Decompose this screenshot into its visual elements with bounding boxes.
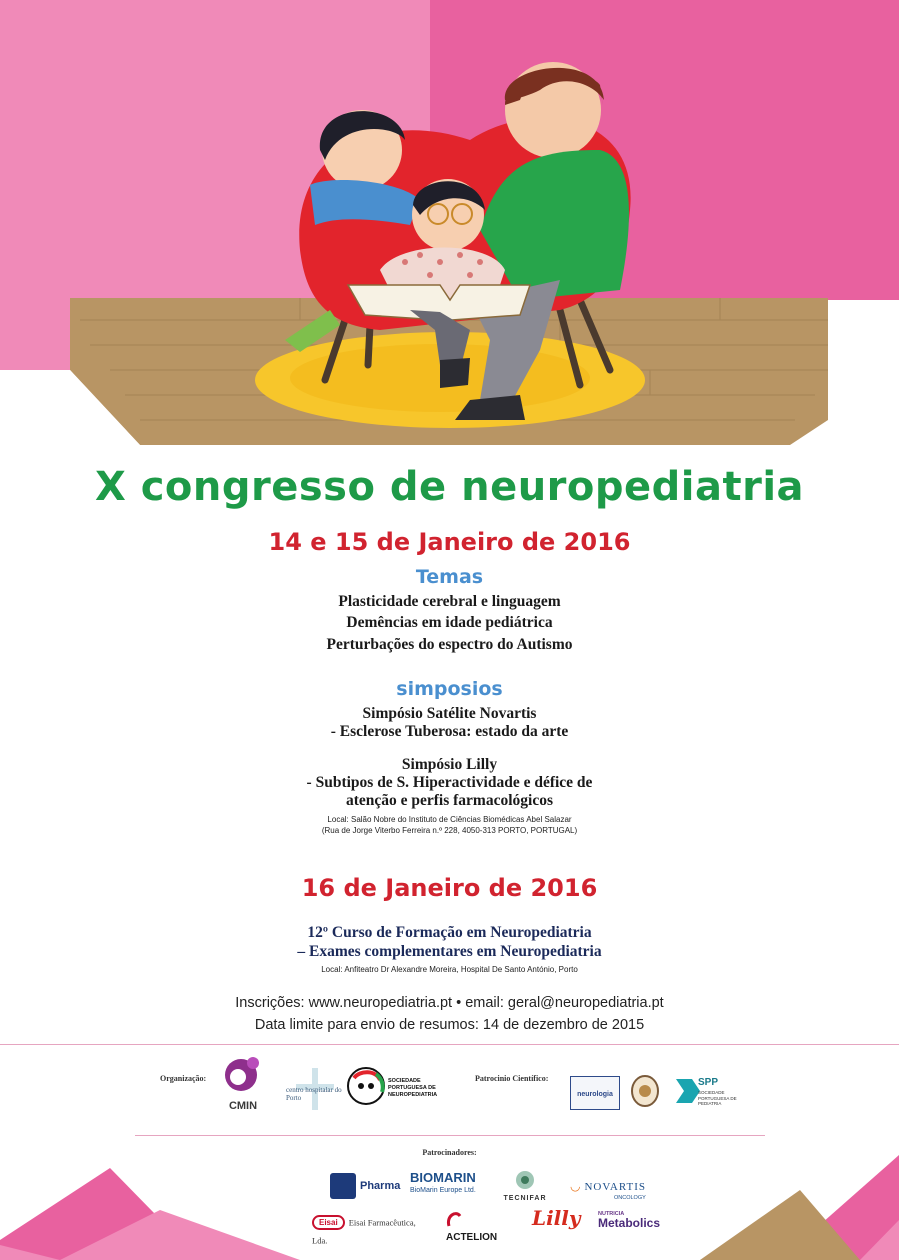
actelion-icon: [446, 1210, 462, 1228]
actelion-logo: [446, 1210, 516, 1244]
university-seal-logo: [630, 1074, 660, 1113]
biomarin-name: BIOMARIN: [410, 1170, 476, 1185]
lilly-symposium-title: Simpósio Lilly: [401, 756, 498, 773]
patrocinadores-label: Patrocinadores:: [422, 1148, 477, 1157]
cmin-name: CMIN: [228, 1100, 258, 1112]
biomarin-subtitle: BioMarin Europe Ltd.: [410, 1187, 476, 1194]
ucb-pharma-name: Pharma: [360, 1180, 401, 1192]
tema-item: Perturbações do espectro do Autismo: [326, 636, 573, 653]
simposios-address: (Rua de Jorge Viterbo Ferreira n.º 228, 4050-313 PORTO, PORTUGAL): [321, 826, 578, 835]
spn-logo: [346, 1066, 456, 1108]
temas-heading: Temas: [415, 566, 484, 588]
cmin-icon: [222, 1055, 264, 1095]
simposios-heading: simposios: [396, 678, 503, 700]
event-title: X congresso de neuropediatria: [94, 464, 805, 510]
novartis-logo: [570, 1177, 652, 1201]
metabolics-name: Metabolics: [598, 1216, 661, 1230]
eisai-icon: Eisai: [312, 1215, 345, 1230]
novartis-symposium-title: Simpósio Satélite Novartis: [362, 705, 537, 722]
patrocinio-label: Patrocinio Científico:: [475, 1074, 549, 1083]
actelion-name: ACTELION: [446, 1232, 498, 1244]
registration-info: Inscrições: www.neuropediatria.pt • email: geral@neuropediatria.pt: [235, 995, 664, 1011]
curso-subtitle: – Exames complementares em Neuropediatria: [297, 943, 602, 960]
divider-middle: [135, 1135, 765, 1136]
curso-date: 16 de Janeiro de 2016: [301, 874, 598, 902]
ucb-icon: [330, 1173, 356, 1199]
cmin-logo: [222, 1055, 264, 1115]
eisai-logo: [312, 1213, 432, 1246]
lilly-logo: Lilly: [532, 1206, 581, 1230]
spp-subtitle: SOCIEDADE PORTUGUESA DE PEDIATRIA: [698, 1090, 737, 1106]
spp-name: SPP: [698, 1077, 719, 1088]
ucb-pharma-logo: [330, 1173, 402, 1201]
curso-title: 12º Curso de Formação em Neuropediatria: [307, 924, 592, 941]
abstract-deadline: Data limite para envio de resumos: 14 de dezembro de 2015: [254, 1017, 645, 1033]
tecnifar-name: TECNIFAR: [503, 1195, 547, 1202]
biomarin-logo: [410, 1170, 490, 1204]
header-illustration: [0, 0, 899, 460]
tecnifar-icon: [513, 1170, 537, 1190]
novartis-symposium-topic: - Esclerose Tuberosa: estado da arte: [330, 723, 569, 740]
spn-name: SOCIEDADE PORTUGUESA DE NEUROPEDIATRIA: [388, 1078, 438, 1098]
nutricia-metabolics-logo: [598, 1211, 678, 1237]
chp-name: centro hospitalar do Porto: [286, 1086, 342, 1102]
lilly-symposium-topic-1: - Subtipos de S. Hiperactividade e défice de: [306, 774, 593, 791]
lilly-symposium-topic-2: atenção e perfis farmacológicos: [345, 792, 554, 809]
tecnifar-logo: [498, 1170, 552, 1206]
seal-icon: [630, 1074, 660, 1108]
neurologia-name: neurologia: [577, 1091, 613, 1098]
curso-location: Local: Anfiteatro Dr Alexandre Moreira, Hospital De Santo António, Porto: [321, 965, 578, 974]
eisai-name: Eisai Farmacêutica, Lda.: [312, 1217, 416, 1246]
tema-item: Plasticidade cerebral e linguagem: [338, 593, 561, 610]
novartis-subtitle: ONCOLOGY: [614, 1195, 646, 1201]
divider-top: [0, 1044, 899, 1045]
simposios-location: Local: Salão Nobre do Instituto de Ciências Biomédicas Abel Salazar: [327, 815, 572, 824]
family-reading-illustration: [0, 0, 899, 460]
spn-icon: [346, 1066, 386, 1106]
novartis-name: NOVARTIS: [584, 1181, 647, 1193]
spp-logo: [672, 1075, 752, 1111]
chp-logo: [286, 1064, 342, 1114]
tema-item: Demências em idade pediátrica: [346, 614, 553, 631]
neurologia-logo: [570, 1076, 620, 1110]
novartis-icon: ◡: [570, 1179, 581, 1193]
nutricia-name: NUTRICIA: [598, 1211, 625, 1217]
event-dates: 14 e 15 de Janeiro de 2016: [268, 528, 631, 556]
organizacao-label: Organização:: [160, 1074, 207, 1083]
